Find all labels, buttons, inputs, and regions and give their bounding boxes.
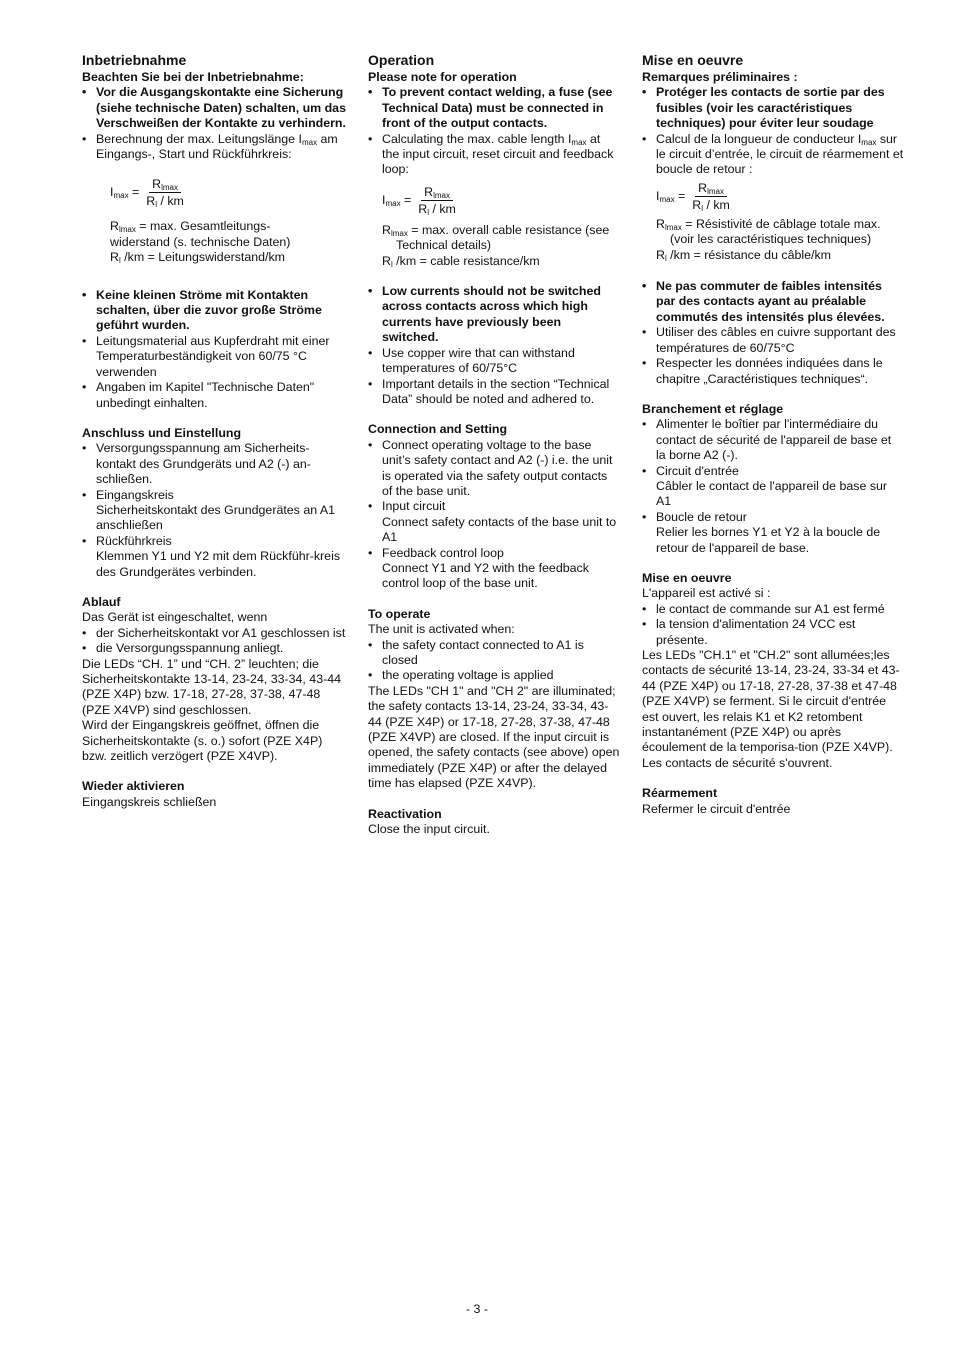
formula-denominator: [415, 201, 459, 217]
reactivation-text: Close the input circuit.: [368, 822, 490, 837]
text: / km: [429, 201, 456, 216]
list-item: • Utiliser des câbles en cuivre supportant des températures de 60/75°C: [642, 325, 904, 356]
text: • Boucle de retour: [656, 509, 747, 524]
connection-heading: Anschluss und Einstellung: [82, 425, 242, 440]
list-item: • the operating voltage is applied: [368, 668, 620, 683]
text: I: [656, 188, 660, 203]
subscript: lmax: [433, 190, 450, 200]
list-item: • le contact de commande sur A1 est fermé: [642, 602, 904, 617]
definition: [382, 254, 620, 269]
operation-list: [368, 638, 620, 684]
text: Câbler le contact de l'appareil de base sur A1: [656, 478, 888, 509]
text: = Résistivité de câblage totale max.: [681, 216, 881, 231]
text: /km = Leitungswiderstand/km: [120, 250, 285, 265]
formula: [110, 176, 347, 209]
note-list: [82, 85, 347, 162]
subscript: l: [155, 200, 157, 210]
note-list-2: [82, 288, 347, 411]
subscript: l: [118, 256, 121, 266]
formula: [382, 184, 620, 217]
text: R: [656, 216, 665, 231]
spacer: [82, 266, 347, 288]
list-item: • Protéger les contacts de sortie par des fusibles (voir les caractéristiques techniques) pour éviter leur soudage: [642, 85, 904, 131]
connection-list: [82, 441, 347, 580]
list-item: • Connect operating voltage to the base unit’s safety contact and A2 (-) i.e. the unit is operated via the safety output contacts of the base unit.: [368, 438, 620, 500]
list-item: • Important details in the section “Technical Data” should be noted and adhered to.: [368, 377, 620, 408]
subscript: l: [390, 259, 393, 269]
list-item: [368, 132, 620, 178]
subscript: max: [571, 137, 587, 147]
formula-definitions: [110, 219, 347, 265]
reactivation-text: Refermer le circuit d'entrée: [642, 801, 791, 816]
note-heading: Remarques préliminaires :: [642, 70, 798, 84]
subscript: max: [659, 194, 675, 204]
list-item: • Leitungsmaterial aus Kupferdraht mit einer Temperaturbeständigkeit von 60/75 °C verwenden: [82, 334, 347, 380]
list-item: [642, 510, 904, 556]
list-item: [642, 132, 904, 178]
text: = max. Gesamtleitungs-: [135, 219, 271, 234]
subscript: max: [113, 191, 129, 201]
text: R: [110, 250, 119, 265]
formula-definitions: [382, 223, 620, 269]
text: R: [418, 201, 428, 216]
text: R: [146, 194, 156, 209]
list-item: • Keine kleinen Ströme mit Kontakten schalten, über die zuvor große Ströme geführt wurden.: [82, 288, 347, 334]
text: • Eingangskreis: [96, 487, 174, 502]
text: Klemmen Y1 und Y2 mit dem Rückführ-kreis des Grundgerätes verbinden.: [96, 549, 341, 579]
text: • Circuit d'entrée: [656, 463, 739, 478]
list-item: • Use copper wire that can withstand temperatures of 60/75°C: [368, 346, 620, 377]
list-item: • To prevent contact welding, a fuse (see Technical Data) must be connected in front of the output contacts.: [368, 85, 620, 131]
operation-intro: L'appareil est activé si :: [642, 586, 771, 601]
list-item: • Vor die Ausgangskontakte eine Sicherung (siehe technische Daten) schalten, um das Verschweißen der Kontakte zu verhindern.: [82, 85, 347, 131]
operation-text: Les LEDs "CH.1" et "CH.2" sont allumées;les contacts de sécurité 13-14, 23-24, 33-34 et 43-44 (PZE X4P) ou 17-18, 27-28, 37-38 et 47-48 (PZE X4VP) se ferment. Si le circuit d'entrée est ouvert, les relais K1 et K2 retombent instantanément (PZE X4P) ou après écoulement de la temporisa-tion (PZE X4VP). Les contacts de sécurité s'ouvrent.: [642, 648, 900, 770]
formula: [656, 180, 904, 213]
text: I: [110, 185, 114, 200]
operation-text: Die LEDs “CH. 1” und “CH. 2” leuchten; die Sicherheitskontakte 13-14, 23-24, 33-34, 43-44 (PZE X4P) bzw. 17-18, 27-28, 37-38, 47-48 (PZE X4VP) sind geschlossen. Wird der Eingangskreis geöffnet, öffnen die Sicherheitskontakte (s. o.) sofort (PZE X4P) bzw. zeitlich verzögert (PZE X4VP).: [82, 656, 341, 764]
text: R: [382, 253, 391, 268]
list-item: • Versorgungsspannung am Sicherheits-kontakt des Grundgeräts und A2 (-) an-schließen.: [82, 441, 347, 487]
definition-continued: (voir les caractéristiques techniques): [670, 232, 872, 247]
list-item: • the safety contact connected to A1 is closed: [368, 638, 620, 669]
subscript: l: [701, 203, 703, 213]
text: / km: [157, 194, 184, 209]
list-item: • der Sicherheitskontakt vor A1 geschlossen ist: [82, 626, 347, 641]
formula-denominator: [143, 193, 187, 209]
formula-denominator: [689, 197, 733, 213]
section-title: Inbetriebnahme: [82, 52, 187, 68]
subscript: l: [664, 253, 667, 263]
list-item: [82, 488, 347, 534]
text: R: [152, 177, 162, 192]
text: • Input circuit: [382, 499, 446, 514]
list-item: [642, 464, 904, 510]
note-heading: Beachten Sie bei der Inbetriebnahme:: [82, 70, 304, 84]
reactivation-heading: Réarmement: [642, 786, 718, 801]
note-heading: Please note for operation: [368, 70, 517, 84]
column-french: [642, 52, 904, 817]
definition-continued: Technical details): [396, 238, 492, 253]
spacer: [642, 387, 904, 402]
text: / km: [703, 197, 730, 212]
text: Calcul de la longueur de conducteur I: [656, 131, 862, 146]
text: at the input circuit, reset circuit and feedback loop:: [382, 131, 614, 177]
operation-text: The LEDs "CH 1" and "CH 2" are illuminated; the safety contacts 13-14, 23-24, 33-34, 43-44 (PZE X4P) or 17-18, 27-28, 37-38, 47-48 (PZE X4VP) are closed. If the input circuit is opened, the safety contacts (see above) open immediately (PZE X4P) or after the delayed time has elapsed (PZE X4VP).: [368, 683, 620, 791]
text: Berechnung der max. Leitungslänge I: [96, 131, 302, 146]
subscript: l: [427, 207, 429, 217]
note-list-2: [368, 284, 620, 407]
connection-heading: Branchement et réglage: [642, 401, 784, 416]
operation-heading: Ablauf: [82, 594, 121, 609]
text: sur le circuit d’entrée, le circuit de réarmement et boucle de retour :: [656, 131, 904, 177]
subscript: lmax: [707, 186, 724, 196]
list-item: [82, 132, 347, 163]
operation-heading: To operate: [368, 606, 431, 621]
spacer: [642, 771, 904, 786]
spacer: [368, 792, 620, 807]
definition: [382, 223, 620, 238]
column-german: [82, 52, 347, 810]
text: I: [382, 192, 386, 207]
definition: [110, 219, 347, 234]
text: R: [656, 247, 665, 262]
definition-continued: widerstand (s. technische Daten): [110, 234, 291, 249]
formula-lhs: $I_{max}$ =: [382, 192, 412, 208]
spacer: [82, 764, 347, 779]
connection-heading: Connection and Setting: [368, 422, 508, 437]
formula-numerator: [421, 184, 453, 201]
spacer: [82, 411, 347, 426]
text: • Feedback control loop: [382, 545, 504, 560]
note-list: [368, 85, 620, 177]
text: R: [692, 197, 702, 212]
spacer: [368, 592, 620, 607]
subscript: max: [301, 137, 318, 147]
spacer: [82, 580, 347, 595]
spacer: [368, 407, 620, 422]
list-item: • Alimenter le boîtier par l'intermédiaire du contact de sécurité de l'appareil de base et la borne A2 (-).: [642, 417, 904, 463]
reactivation-heading: Wieder aktivieren: [82, 779, 185, 794]
definition: [110, 250, 347, 265]
formula-lhs: $I_{max}$ =: [110, 185, 140, 201]
operation-heading: Mise en oeuvre: [642, 570, 732, 585]
text: Connect safety contacts of the base unit to A1: [382, 514, 617, 545]
formula-fraction: [143, 176, 187, 209]
connection-list: [368, 438, 620, 592]
note-list: [642, 85, 904, 177]
text: Relier les bornes Y1 et Y2 à la boucle de retour de l'appareil de base.: [656, 525, 881, 555]
reactivation-heading: Reactivation: [368, 806, 442, 821]
subscript: lmax: [664, 222, 682, 232]
list-item: • die Versorgungsspannung anliegt.: [82, 641, 347, 656]
formula-numerator: [149, 176, 181, 193]
subscript: max: [861, 137, 877, 147]
definition: [656, 248, 904, 263]
text: R: [424, 184, 434, 199]
list-item: [368, 546, 620, 592]
subscript: lmax: [118, 225, 136, 235]
operation-list: [642, 602, 904, 648]
definition: [656, 217, 904, 232]
list-item: • la tension d'alimentation 24 VCC est présente.: [642, 617, 904, 648]
column-english: [368, 52, 620, 837]
subscript: lmax: [390, 228, 408, 238]
list-item: • Low currents should not be switched across contacts across which high currents have previously been switched.: [368, 284, 620, 346]
text: R: [110, 219, 119, 234]
section-title: Operation: [368, 52, 435, 68]
section-title: Mise en oeuvre: [642, 52, 744, 68]
text: R: [698, 180, 708, 195]
operation-list: [82, 626, 347, 657]
spacer: [368, 269, 620, 284]
formula-lhs: $I_{max}$ =: [656, 188, 686, 204]
subscript: max: [385, 198, 401, 208]
formula-fraction: [415, 184, 459, 217]
text: /km = cable resistance/km: [392, 253, 540, 268]
operation-intro: Das Gerät ist eingeschaltet, wenn: [82, 610, 268, 625]
list-item: [368, 499, 620, 545]
list-item: • Ne pas commuter de faibles intensités par des contacts ayant au préalable commutés des intensités plus élevées.: [642, 279, 904, 325]
formula-fraction: [689, 180, 733, 213]
spacer: [642, 263, 904, 279]
text: Sicherheitskontakt des Grundgerätes an A1 anschließen: [96, 502, 336, 533]
formula-numerator: [695, 180, 727, 197]
text: • Rückführkreis: [96, 533, 172, 548]
connection-list: [642, 417, 904, 556]
text: /km = résistance du câble/km: [666, 247, 831, 262]
text: Connect Y1 and Y2 with the feedback control loop of the base unit.: [382, 560, 589, 591]
page-number: - 3 -: [465, 1302, 489, 1316]
text: R: [382, 222, 391, 237]
list-item: • Angaben im Kapitel "Technische Daten" unbedingt einhalten.: [82, 380, 347, 411]
text: Calculating the max. cable length I: [382, 131, 572, 146]
text: = max. overall cable resistance (see: [407, 222, 610, 237]
operation-intro: The unit is activated when:: [368, 622, 515, 637]
spacer: [642, 556, 904, 571]
subscript: lmax: [161, 183, 178, 193]
reactivation-text: Eingangskreis schließen: [82, 794, 217, 809]
text: am Eingangs-, Start und Rückführkreis:: [96, 131, 338, 162]
formula-definitions: [656, 217, 904, 263]
note-list-2: [642, 279, 904, 387]
list-item: [82, 534, 347, 580]
list-item: • Respecter les données indiquées dans le chapitre „Caractéristiques techniques“.: [642, 356, 904, 387]
